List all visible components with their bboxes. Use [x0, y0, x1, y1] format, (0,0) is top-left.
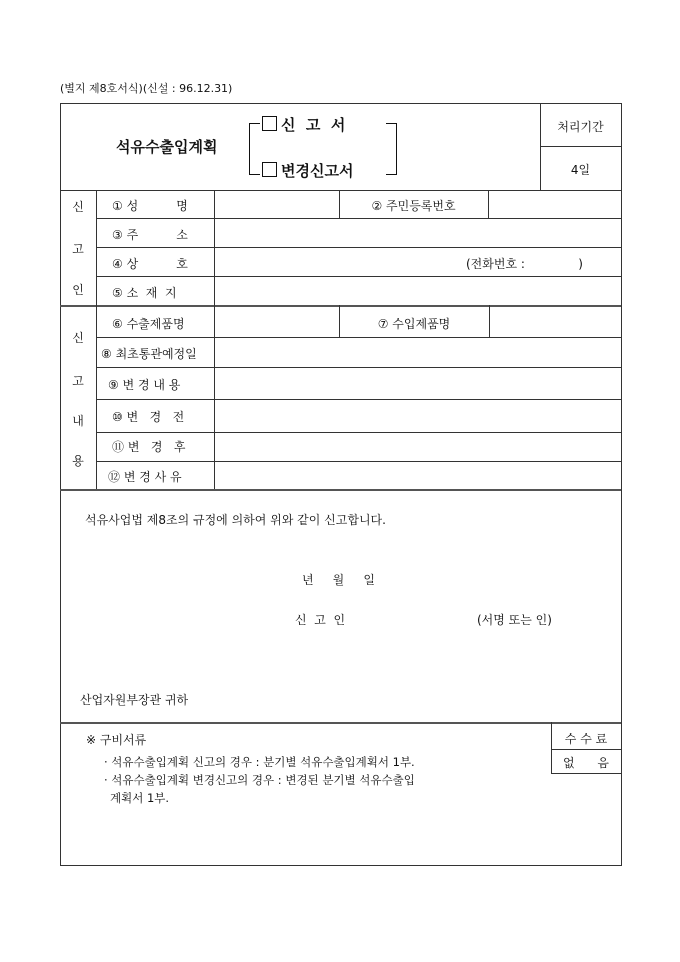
reason-field[interactable]	[215, 462, 620, 488]
label-trade-name: ④ 상 호	[112, 257, 188, 271]
label-name: ① 성 명	[112, 199, 188, 213]
export-product-field[interactable]	[215, 306, 338, 336]
recipient: 산업자원부장관 귀하	[80, 693, 189, 707]
checkbox-icon[interactable]	[262, 116, 277, 131]
label-reason: ⑫ 변 경 사 유	[108, 470, 182, 484]
declaration-date: 년 월 일	[302, 573, 375, 587]
before-field[interactable]	[215, 400, 620, 431]
change-content-field[interactable]	[215, 368, 620, 398]
label-address: ③ 주 소	[112, 228, 188, 242]
resident-no-field[interactable]	[489, 191, 620, 217]
import-product-field[interactable]	[490, 306, 620, 336]
section-applicant-char: 고	[72, 242, 84, 256]
label-first-clearance: ⑧ 최초통관예정일	[101, 347, 197, 361]
form-title: 석유수출입계획	[116, 138, 218, 156]
checkbox-icon[interactable]	[262, 162, 277, 177]
section-applicant-char: 인	[72, 283, 84, 297]
period-value: 4일	[570, 163, 591, 177]
option-change-report[interactable]: 변경신고서	[262, 160, 357, 181]
label-export-product: ⑥ 수출제품명	[112, 317, 185, 331]
option-report[interactable]: 신 고 서	[262, 114, 349, 135]
section-content-char: 내	[72, 414, 84, 428]
declaration-applicant: 신 고 인	[295, 613, 346, 627]
location-field[interactable]	[215, 277, 620, 304]
left-bracket	[249, 123, 260, 175]
section-content-char: 용	[72, 454, 84, 468]
first-clearance-field[interactable]	[215, 338, 620, 366]
label-before: ⑩ 변 경 전	[112, 410, 185, 424]
trade-name-field[interactable]	[215, 248, 465, 275]
document-item: · 석유수출입계획 변경신고의 경우 : 변경된 분기별 석유수출입	[104, 773, 415, 787]
phone-label: (전화번호 : )	[466, 257, 583, 271]
name-field[interactable]	[215, 191, 338, 217]
after-field[interactable]	[215, 433, 620, 460]
label-import-product: ⑦ 수입제품명	[377, 317, 451, 331]
label-location: ⑤ 소 재 지	[112, 286, 177, 300]
section-content-char: 신	[72, 331, 84, 345]
right-bracket	[386, 123, 397, 175]
document-item: 계획서 1부.	[110, 791, 170, 805]
address-field[interactable]	[215, 219, 620, 246]
label-change-content: ⑨ 변 경 내 용	[108, 378, 181, 392]
label-resident-no: ② 주민등록번호	[371, 199, 456, 213]
label-after: ⑪ 변 경 후	[112, 440, 186, 454]
period-label: 처리기간	[557, 120, 604, 134]
fee-label: 수 수 료	[564, 732, 608, 746]
signature-label: (서명 또는 인)	[477, 613, 552, 627]
document-item: · 석유수출입계획 신고의 경우 : 분기별 석유수출입계획서 1부.	[104, 755, 415, 769]
declaration-statement: 석유사업법 제8조의 규정에 의하여 위와 같이 신고합니다.	[85, 513, 386, 527]
form-code: (별지 제8호서식)(신설 : 96.12.31)	[60, 82, 233, 95]
fee-value: 없 음	[562, 756, 610, 770]
section-content-char: 고	[72, 374, 84, 388]
section-applicant-char: 신	[72, 200, 84, 214]
documents-title: ※ 구비서류	[86, 733, 147, 747]
